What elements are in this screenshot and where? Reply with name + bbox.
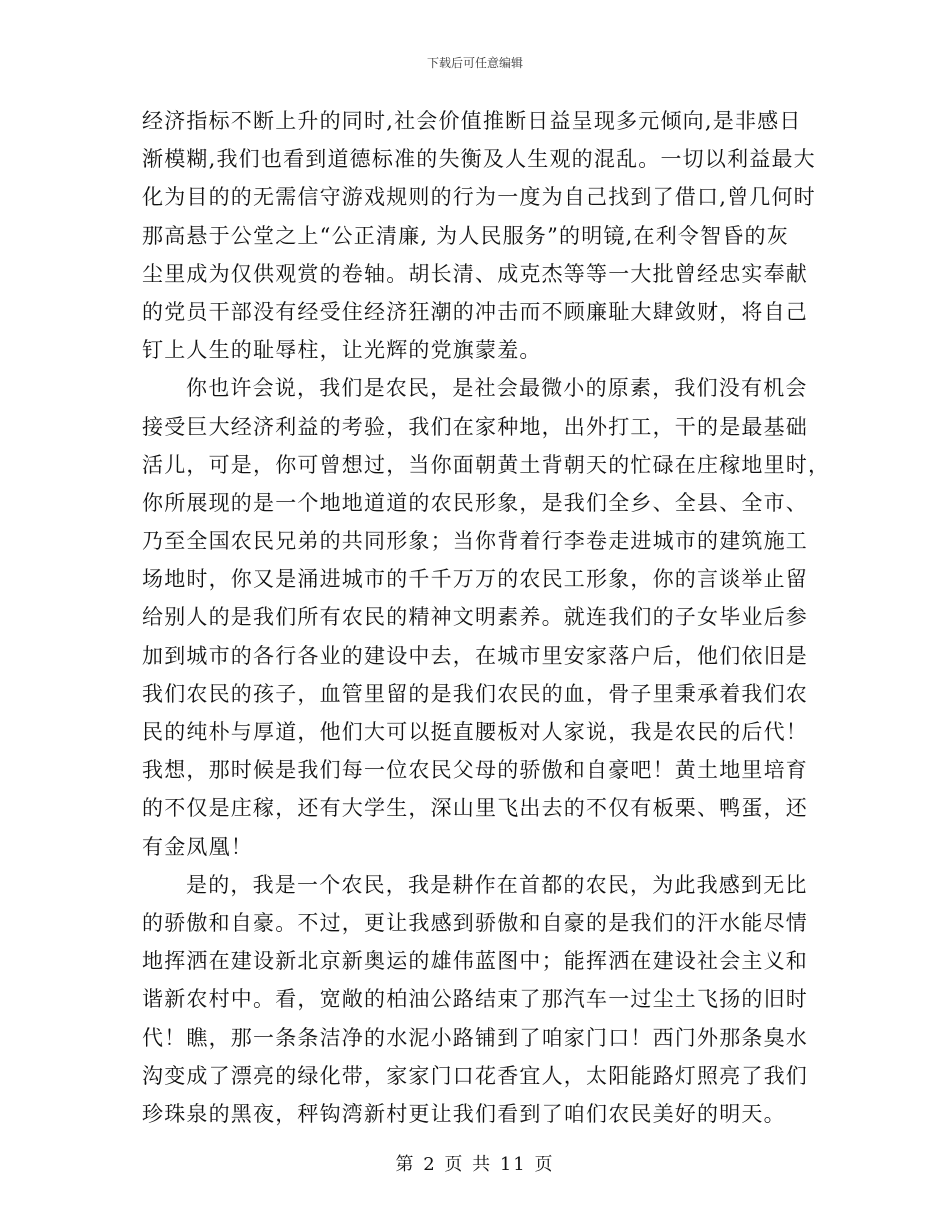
text-line: 你所展现的是一个地地道道的农民形象，是我们全乡、全县、全市、: [142, 490, 808, 515]
text-line: 你也许会说，我们是农民，是社会最微小的原素，我们没有机会: [186, 376, 808, 401]
text-line: 是的，我是一个农民，我是耕作在首都的农民，为此我感到无比: [186, 872, 808, 897]
text-line: 化为目的的无需信守游戏规则的行为一度为自己找到了借口,曾几何时: [142, 185, 816, 210]
page-number: 第 2 页 共 11 页: [395, 1154, 555, 1175]
text-line: 的党员干部没有经受住经济狂潮的冲击而不顾廉耻大肆敛财，将自己: [142, 299, 808, 324]
text-line: 珍珠泉的黑夜，秤钩湾新村更让我们看到了咱们农民美好的明天。: [142, 1101, 786, 1126]
text-line: 地挥洒在建设新北京新奥运的雄伟蓝图中；能挥洒在建设社会主义和: [142, 949, 808, 974]
text-line: 尘里成为仅供观赏的卷轴。胡长清、成克杰等等一大批曾经忠实奉献: [142, 261, 808, 286]
paragraph: [142, 866, 808, 1133]
text-line: 我想，那时候是我们每一位农民父母的骄傲和自豪吧！黄土地里培育: [142, 758, 808, 783]
text-line: 钉上人生的耻辱柱，让光辉的党旗蒙羞。: [142, 338, 542, 363]
text-line: 那高悬于公堂之上“公正清廉, 为人民服务”的明镜,在利令智昏的灰: [142, 223, 789, 248]
text-line: 代！瞧，那一条条洁净的水泥小路铺到了咱家门口！西门外那条臭水: [142, 1025, 808, 1050]
text-line: 有金凤凰！: [142, 834, 253, 859]
text-line: 民的纯朴与厚道，他们大可以挺直腰板对人家说，我是农民的后代！: [142, 720, 808, 744]
text-line: 的骄傲和自豪。不过，更让我感到骄傲和自豪的是我们的汗水能尽情: [142, 910, 808, 935]
paragraph: [142, 102, 816, 369]
text-line: 我们农民的孩子，血管里留的是我们农民的血，骨子里秉承着我们农: [142, 681, 808, 706]
paragraph: [142, 369, 831, 865]
text-line: 给别人的是我们所有农民的精神文明素养。就连我们的子女毕业后参: [142, 605, 808, 630]
page-header: 下载后可任意编辑: [426, 56, 523, 70]
document-body: [142, 102, 831, 1133]
text-line: 的不仅是庄稼，还有大学生，深山里飞出去的不仅有板栗、鸭蛋，还: [142, 796, 808, 821]
text-line: 场地时，你又是涌进城市的千千万万的农民工形象，你的言谈举止留: [142, 567, 808, 592]
text-line: 经济指标不断上升的同时,社会价值推断日益呈现多元倾向,是非感日: [142, 109, 802, 133]
text-line: 接受巨大经济利益的考验，我们在家种地，出外打工，干的是最基础: [142, 414, 808, 439]
text-line: 乃至全国农民兄弟的共同形象；当你背着行李卷走进城市的建筑施工: [142, 529, 808, 554]
text-line: 加到城市的各行各业的建设中去，在城市里安家落户后，他们依旧是: [142, 643, 808, 668]
text-line: 沟变成了漂亮的绿化带，家家门口花香宜人，太阳能路灯照亮了我们: [142, 1063, 808, 1088]
text-line: 渐模糊,我们也看到道德标准的失衡及人生观的混乱。一切以利益最大: [142, 147, 816, 172]
text-line: 活儿，可是，你可曾想过，当你面朝黄土背朝天的忙碌在庄稼地里时，: [142, 452, 831, 477]
text-line: 谐新农村中。看，宽敞的柏油公路结束了那汽车一过尘土飞扬的旧时: [142, 987, 808, 1012]
